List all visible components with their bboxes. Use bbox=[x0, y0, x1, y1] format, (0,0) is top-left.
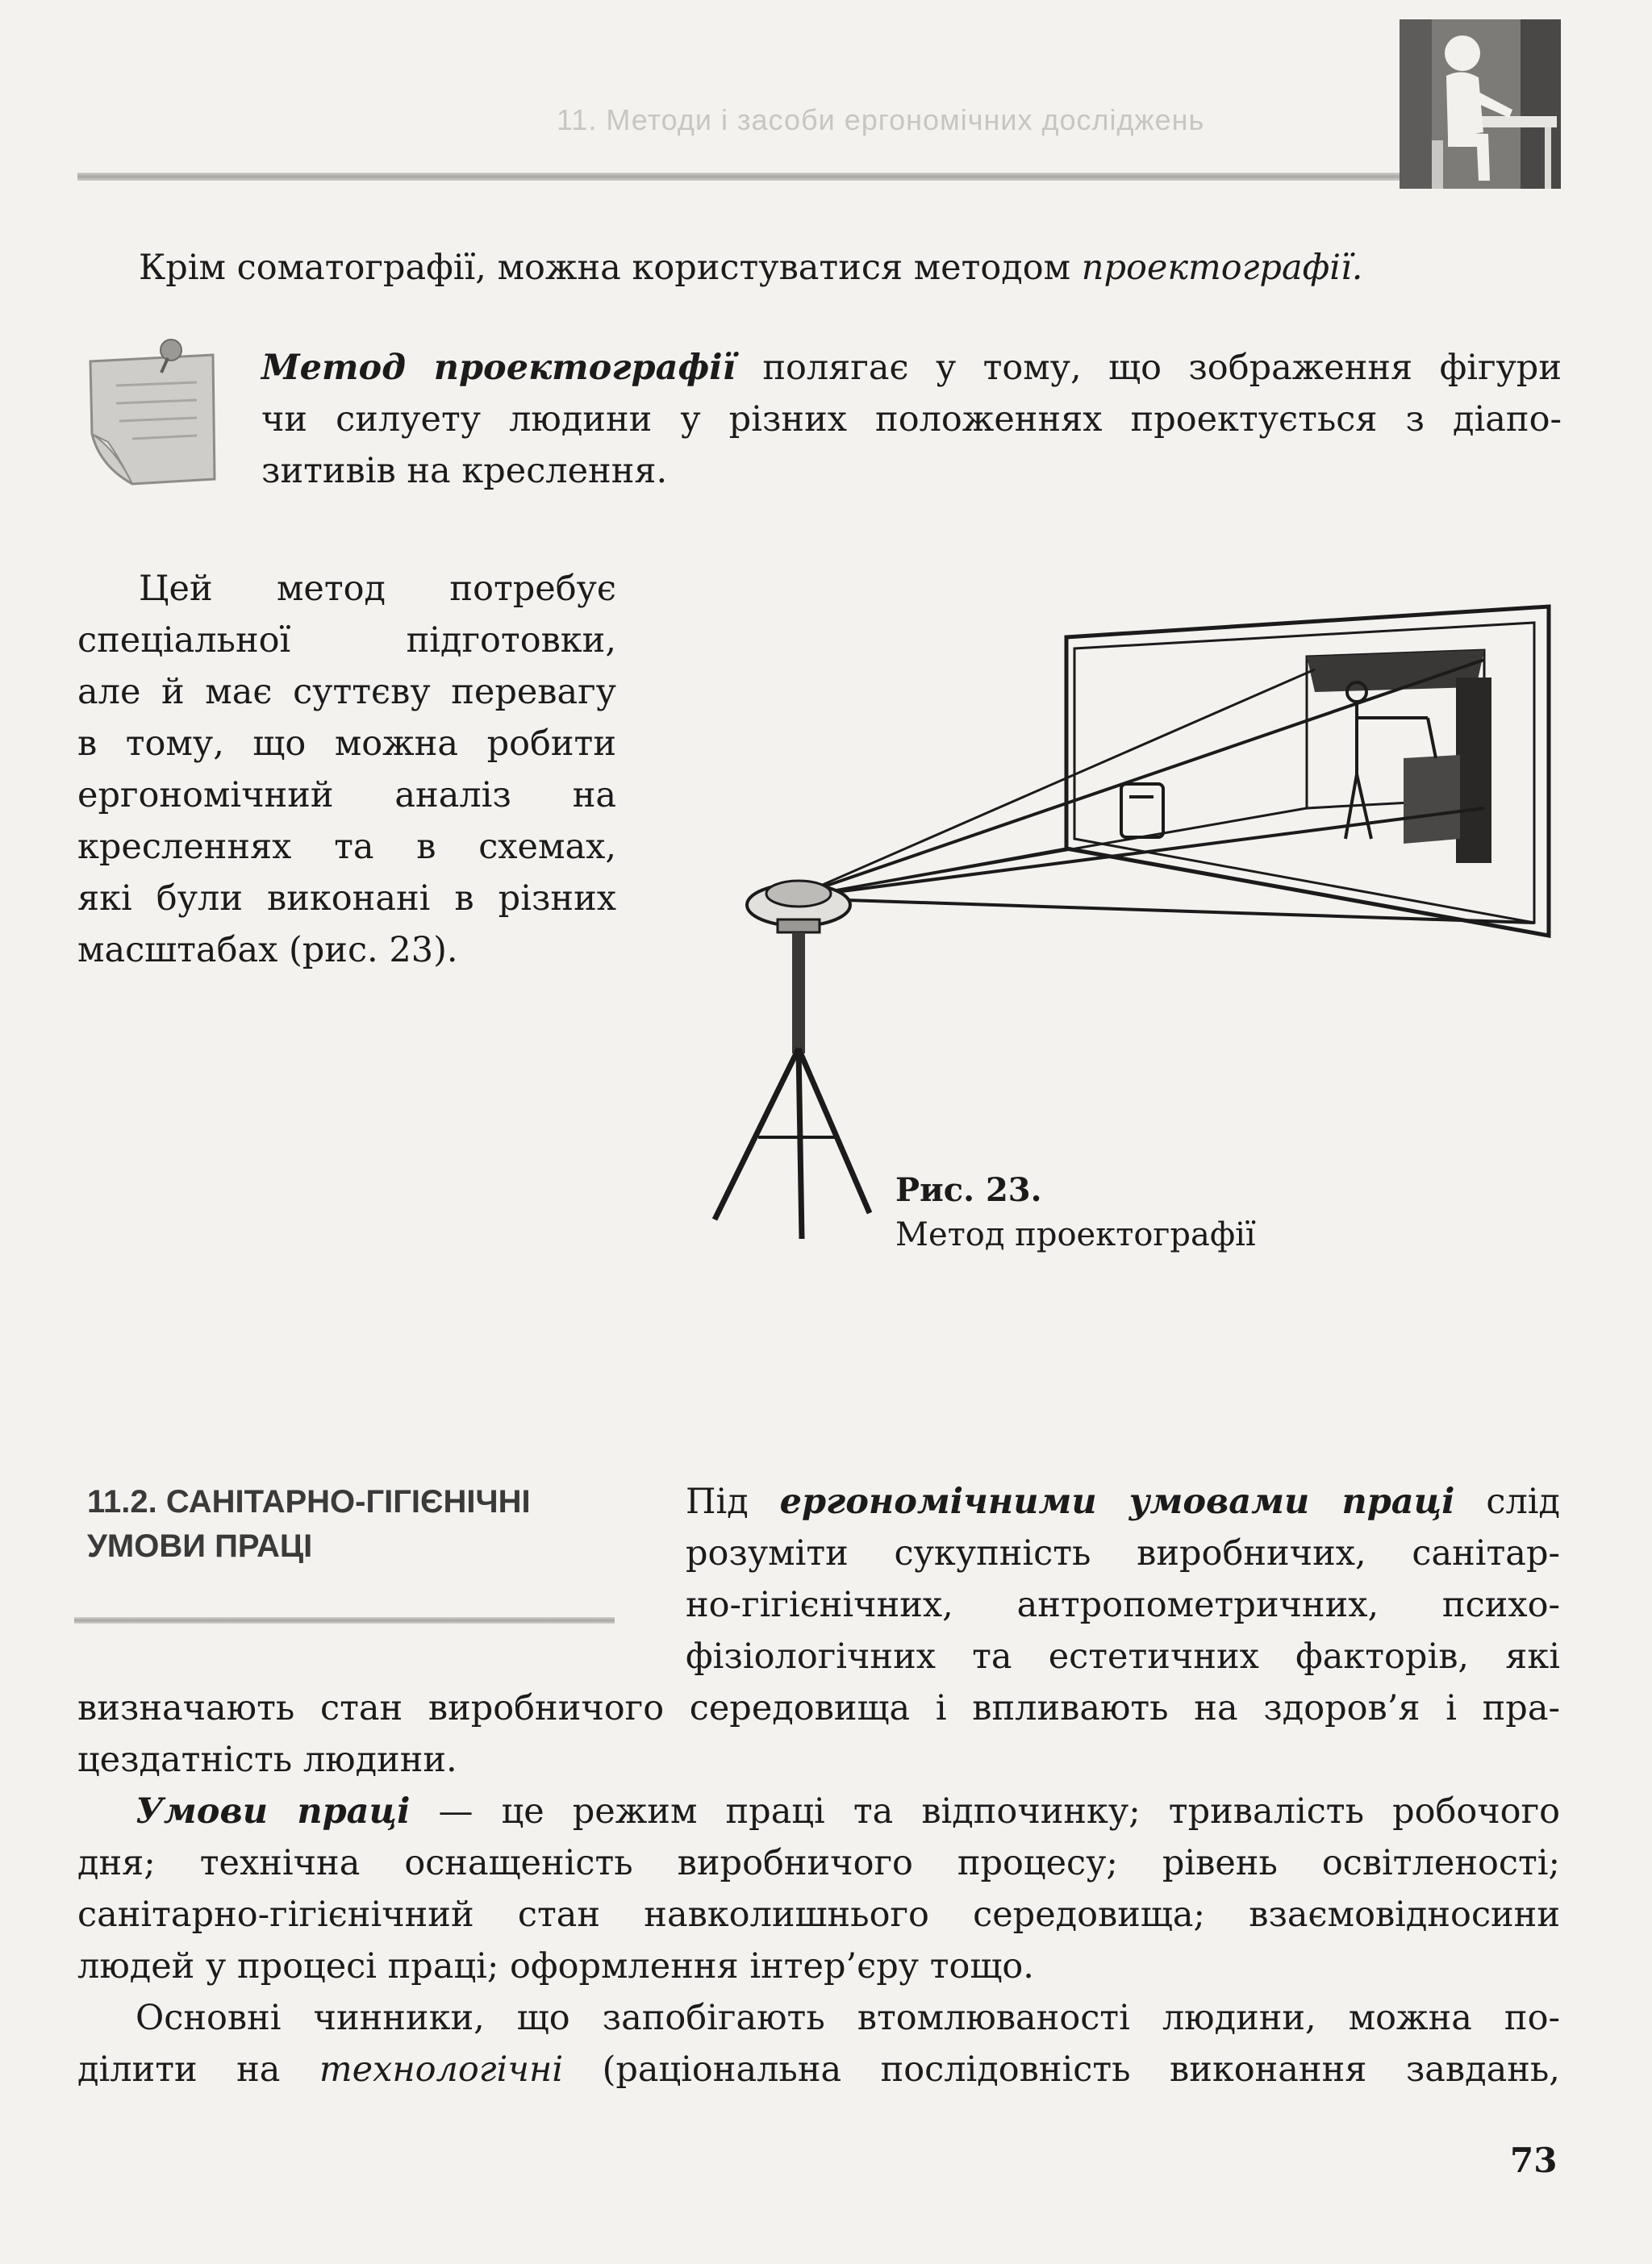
projector-on-tripod-icon bbox=[678, 597, 1557, 1242]
side-text-line: в тому, що можна робити bbox=[77, 723, 616, 764]
definition-block bbox=[261, 342, 1562, 497]
paragraph-1-line: визначають стан виробничого середовища і впливають на здоров’я і пра- bbox=[77, 1688, 1560, 1728]
running-title: 11. Методи і засоби ергономічних досліджень bbox=[557, 103, 1205, 136]
intro-line bbox=[139, 242, 1575, 294]
ergonomic-conditions-term: ергономічними умовами праці bbox=[779, 1482, 1455, 1522]
paragraph-1-line: но-гігієнічних, антропометричних, психо- bbox=[686, 1585, 1560, 1625]
side-text-line: Цей метод потребує bbox=[139, 569, 616, 609]
definition-term: Метод проектографії bbox=[261, 348, 736, 388]
page-number: 73 bbox=[1510, 2141, 1558, 2180]
technological-term: технологічні bbox=[319, 2049, 564, 2090]
paragraph-2-line: дня; технічна оснащеність виробничого процесу; рівень освітленості; bbox=[77, 1843, 1560, 1883]
paragraph-1-line: розуміти сукупність виробничих, санітар- bbox=[686, 1533, 1560, 1574]
figure-number: Рис. 23. bbox=[895, 1171, 1042, 1209]
paragraph-3-line: Основні чинники, що запобігають втомлюваності людини, можна по- bbox=[136, 1998, 1560, 2038]
side-text bbox=[77, 563, 616, 976]
paragraph-1-line: Під ергономічними умовами праці слід bbox=[686, 1482, 1561, 1522]
intro-text: Крім соматографії, можна користуватися методом bbox=[139, 248, 1082, 288]
paragraph-1-column bbox=[686, 1476, 1560, 1682]
side-text-line: кресленнях та в схемах, bbox=[77, 827, 616, 867]
side-text-line: ергономічний аналіз на bbox=[77, 775, 616, 815]
definition-line-1: Метод проектографії полягає у тому, що зображення фігури bbox=[261, 348, 1562, 388]
side-text-line: спеціальної підготовки, bbox=[77, 620, 616, 661]
paragraph-1-line: цездатність людини. bbox=[77, 1740, 457, 1780]
section-rule bbox=[74, 1617, 615, 1624]
paragraph-2-line: людей у процесі праці; оформлення інтер’єру тощо. bbox=[77, 1946, 1034, 1987]
definition-line-2: чи силуету людини у різних положеннях проектується з діапо- bbox=[261, 399, 1562, 440]
body-text bbox=[77, 1682, 1560, 2095]
definition-line-3: зитивів на креслення. bbox=[261, 451, 668, 491]
paragraph-2-line: Умови праці — це режим праці та відпочинку; тривалість робочого bbox=[136, 1791, 1560, 1832]
intro-emphasis: проектографії. bbox=[1081, 248, 1363, 288]
person-at-desk-photo-icon bbox=[1400, 19, 1561, 189]
paragraph-1-line: фізіологічних та естетичних факторів, які bbox=[686, 1637, 1560, 1677]
side-text-line: які були виконані в різних bbox=[77, 878, 616, 919]
section-heading: 11.2. САНІТАРНО-ГІГІЄНІЧНІ УМОВИ ПРАЦІ bbox=[87, 1484, 531, 1564]
side-text-line: масштабах (рис. 23). bbox=[77, 930, 458, 970]
work-conditions-term: Умови праці bbox=[136, 1791, 411, 1832]
paragraph-2-line: санітарно-гігієнічний стан навколишнього середовища; взаємовідносини bbox=[77, 1895, 1560, 1935]
header-rule bbox=[77, 173, 1408, 181]
side-text-line: але й має суттєву перевагу bbox=[77, 672, 616, 712]
paragraph-3-line: ділити на технологічні (раціональна послідовність виконання завдань, bbox=[77, 2049, 1560, 2090]
pinned-note-icon bbox=[84, 337, 221, 490]
figure-caption: Метод проектографії bbox=[895, 1216, 1256, 1253]
